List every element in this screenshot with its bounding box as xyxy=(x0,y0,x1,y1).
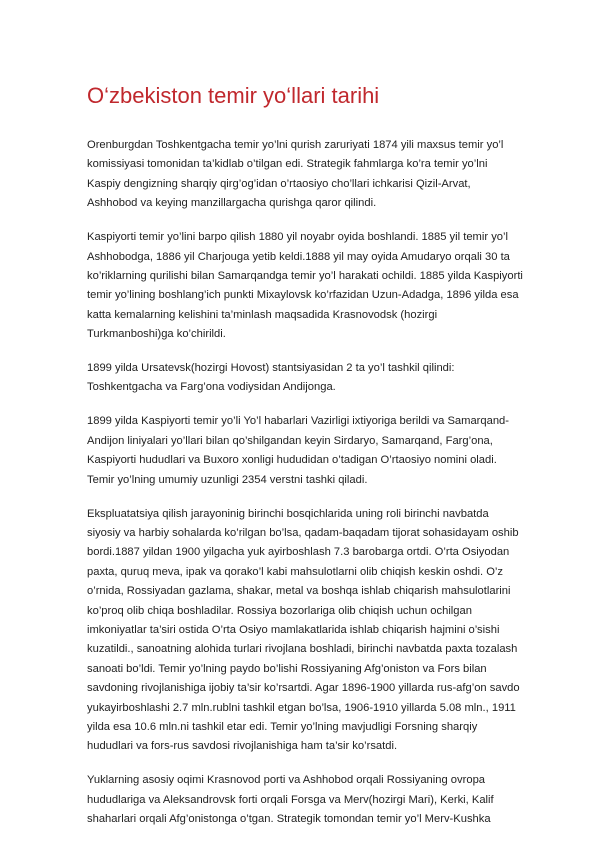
paragraph-line: Temir yo’lning umumiy uzunligi 2354 verstni tashki qiladi. xyxy=(87,473,368,486)
paragraph-line: Orenburgdan Toshkentgacha temir yo’lni qurish zaruriyati 1874 yili maxsus temir yo’l xyxy=(87,139,504,151)
paragraph-line: o’rnida, Rossiyadan gazlama, shakar, metal va boshqa ishlab chiqarish mahsulotlarini xyxy=(87,585,511,598)
paragraph xyxy=(87,505,527,757)
paragraph-line: Kaspiy dengizning sharqiy qirg’og’idan o’rtaosiyo cho’llari ichkarisi Qizil-Arvat, xyxy=(87,177,471,190)
paragraph-line: temir yo’lining boshlang’ich punkti Mixaylovsk ko’rfazidan Uzun-Adadga, 1896 yilda esa xyxy=(87,289,519,302)
paragraph-line: Andijon liniyalari yo’llari bilan qo’shilgandan keyin Sirdaryo, Samarqand, Farg’ona, xyxy=(87,434,493,447)
paragraph-line: Kaspiyorti temir yo’lini barpo qilish 1880 yil noyabr oyida boshlandi. 1885 yil temir yo’l xyxy=(87,231,508,244)
paragraph-line: hududlari va fors-rus savdosi rivojlanishiga ham ta’sir ko’rsatdi. xyxy=(87,740,398,753)
paragraph-line: sanoati bo’ldi. Temir yo’lning paydo bo’lishi Rossiyaning Afg’oniston va Fors bilan xyxy=(87,662,487,675)
paragraph-line: 1899 yilda Ursatevsk(hozirgi Hovost) stantsiyasidan 2 ta yo’l tashkil qilindi: xyxy=(87,362,455,375)
document-body xyxy=(87,136,527,844)
paragraph-line: komissiyasi tomonidan ta’kidlab o’tilgan edi. Strategik fahmlarga ko’ra temir yo’lni xyxy=(87,158,488,171)
paragraph-line: ko’riklarning qurilishi bilan Samarqandga temir yo’l harakati ochildi. 1885 yilda Kaspiyorti xyxy=(87,269,523,282)
paragraph-line: bordi.1887 yildan 1900 yilgacha yuk ayirboshlash 7.3 barobarga ortdi. O’rta Osiyodan xyxy=(87,546,510,559)
paragraph-line: ko’proq olib chiqa boshladilar. Rossiya bozorlariga olib chiqish uchun ochilgan xyxy=(87,604,472,617)
paragraph-line: Turkmanboshi)ga ko’chirildi. xyxy=(87,328,226,341)
paragraph-line: savdoning rivojlanishiga ijobiy ta’sir ko’rsartdi. Agar 1896-1900 yillarda rus-afg’on savdo xyxy=(87,682,520,695)
paragraph-line: Ashhobod va keying manzillargacha qurishga qaror qilindi. xyxy=(87,197,377,210)
paragraph-line: Yuklarning asosiy oqimi Krasnovod porti va Ashhobod orqali Rossiyaning ovropa xyxy=(87,774,486,787)
paragraph-line: Ashhobodga, 1886 yil Charjouga yetib keldi.1888 yil may oyida Amudaryo orqali 30 ta xyxy=(87,250,510,263)
paragraph xyxy=(87,771,527,829)
paragraph-line: shaharlari orqali Afg’onistonga o’tgan. Strategik tomondan temir yo’l Merv-Kushka xyxy=(87,813,491,826)
paragraph-line: imkoniyatlar ta’siri ostida O’rta Osiyo mamlakatlarida ishlab chiqarish hajmini o’sishi xyxy=(87,623,500,636)
paragraph-line: hududlariga va Aleksandrovsk forti orqali Forsga va Merv(hozirgi Mari), Kerki, Kalif xyxy=(87,793,494,806)
paragraph-line: Toshkentgacha va Farg’ona vodiysidan Andijonga. xyxy=(87,381,336,394)
paragraph-line: 1899 yilda Kaspiyorti temir yo’li Yo’l habarlari Vazirligi ixtiyoriga berildi va Samarqand- xyxy=(87,415,510,428)
paragraph-line: yilda esa 10.6 mln.ni tashkil etar edi. Temir yo’lning mavjudligi Forsning sharqiy xyxy=(87,720,478,733)
paragraph-line: Kaspiyorti hududlari va Buxoro xonligi hududidan o’tadigan O’rtaosiyo nomini oladi. xyxy=(87,454,497,467)
paragraph-line: katta kemalarning kelishini ta’minlash maqsadida Krasnovodsk (hozirgi xyxy=(87,308,438,321)
paragraph xyxy=(87,136,527,214)
paragraph-line: yukayirboshlashi 2.7 mln.rublni tashkil etgan bo’lsa, 1906-1910 yillarda 5.08 mln., 1911 xyxy=(87,701,516,714)
paragraph xyxy=(87,359,527,398)
paragraph-line: paxta, quruq meva, ipak va qorako’l kabi mahsulotlarni olib chiqish keskin oshdi. O’z xyxy=(87,565,504,578)
paragraph-line: kuzatildi., sanoatning alohida turlari rivojlana boshladi, birinchi navbatda paxta tozalash xyxy=(87,643,518,656)
page-title: O‘zbekiston temir yo‘llari tarihi xyxy=(87,83,380,108)
paragraph-line: Ekspluatatsiya qilish jarayoninig birinchi bosqichlarida uning roli birinchi navbatda xyxy=(87,507,489,520)
paragraph xyxy=(87,412,527,490)
paragraph xyxy=(87,228,527,344)
paragraph-line: siyosiy va harbiy sohalarda ko’rilgan bo’lsa, qadam-baqadam tijorat sohasidayam oshib xyxy=(87,526,519,539)
